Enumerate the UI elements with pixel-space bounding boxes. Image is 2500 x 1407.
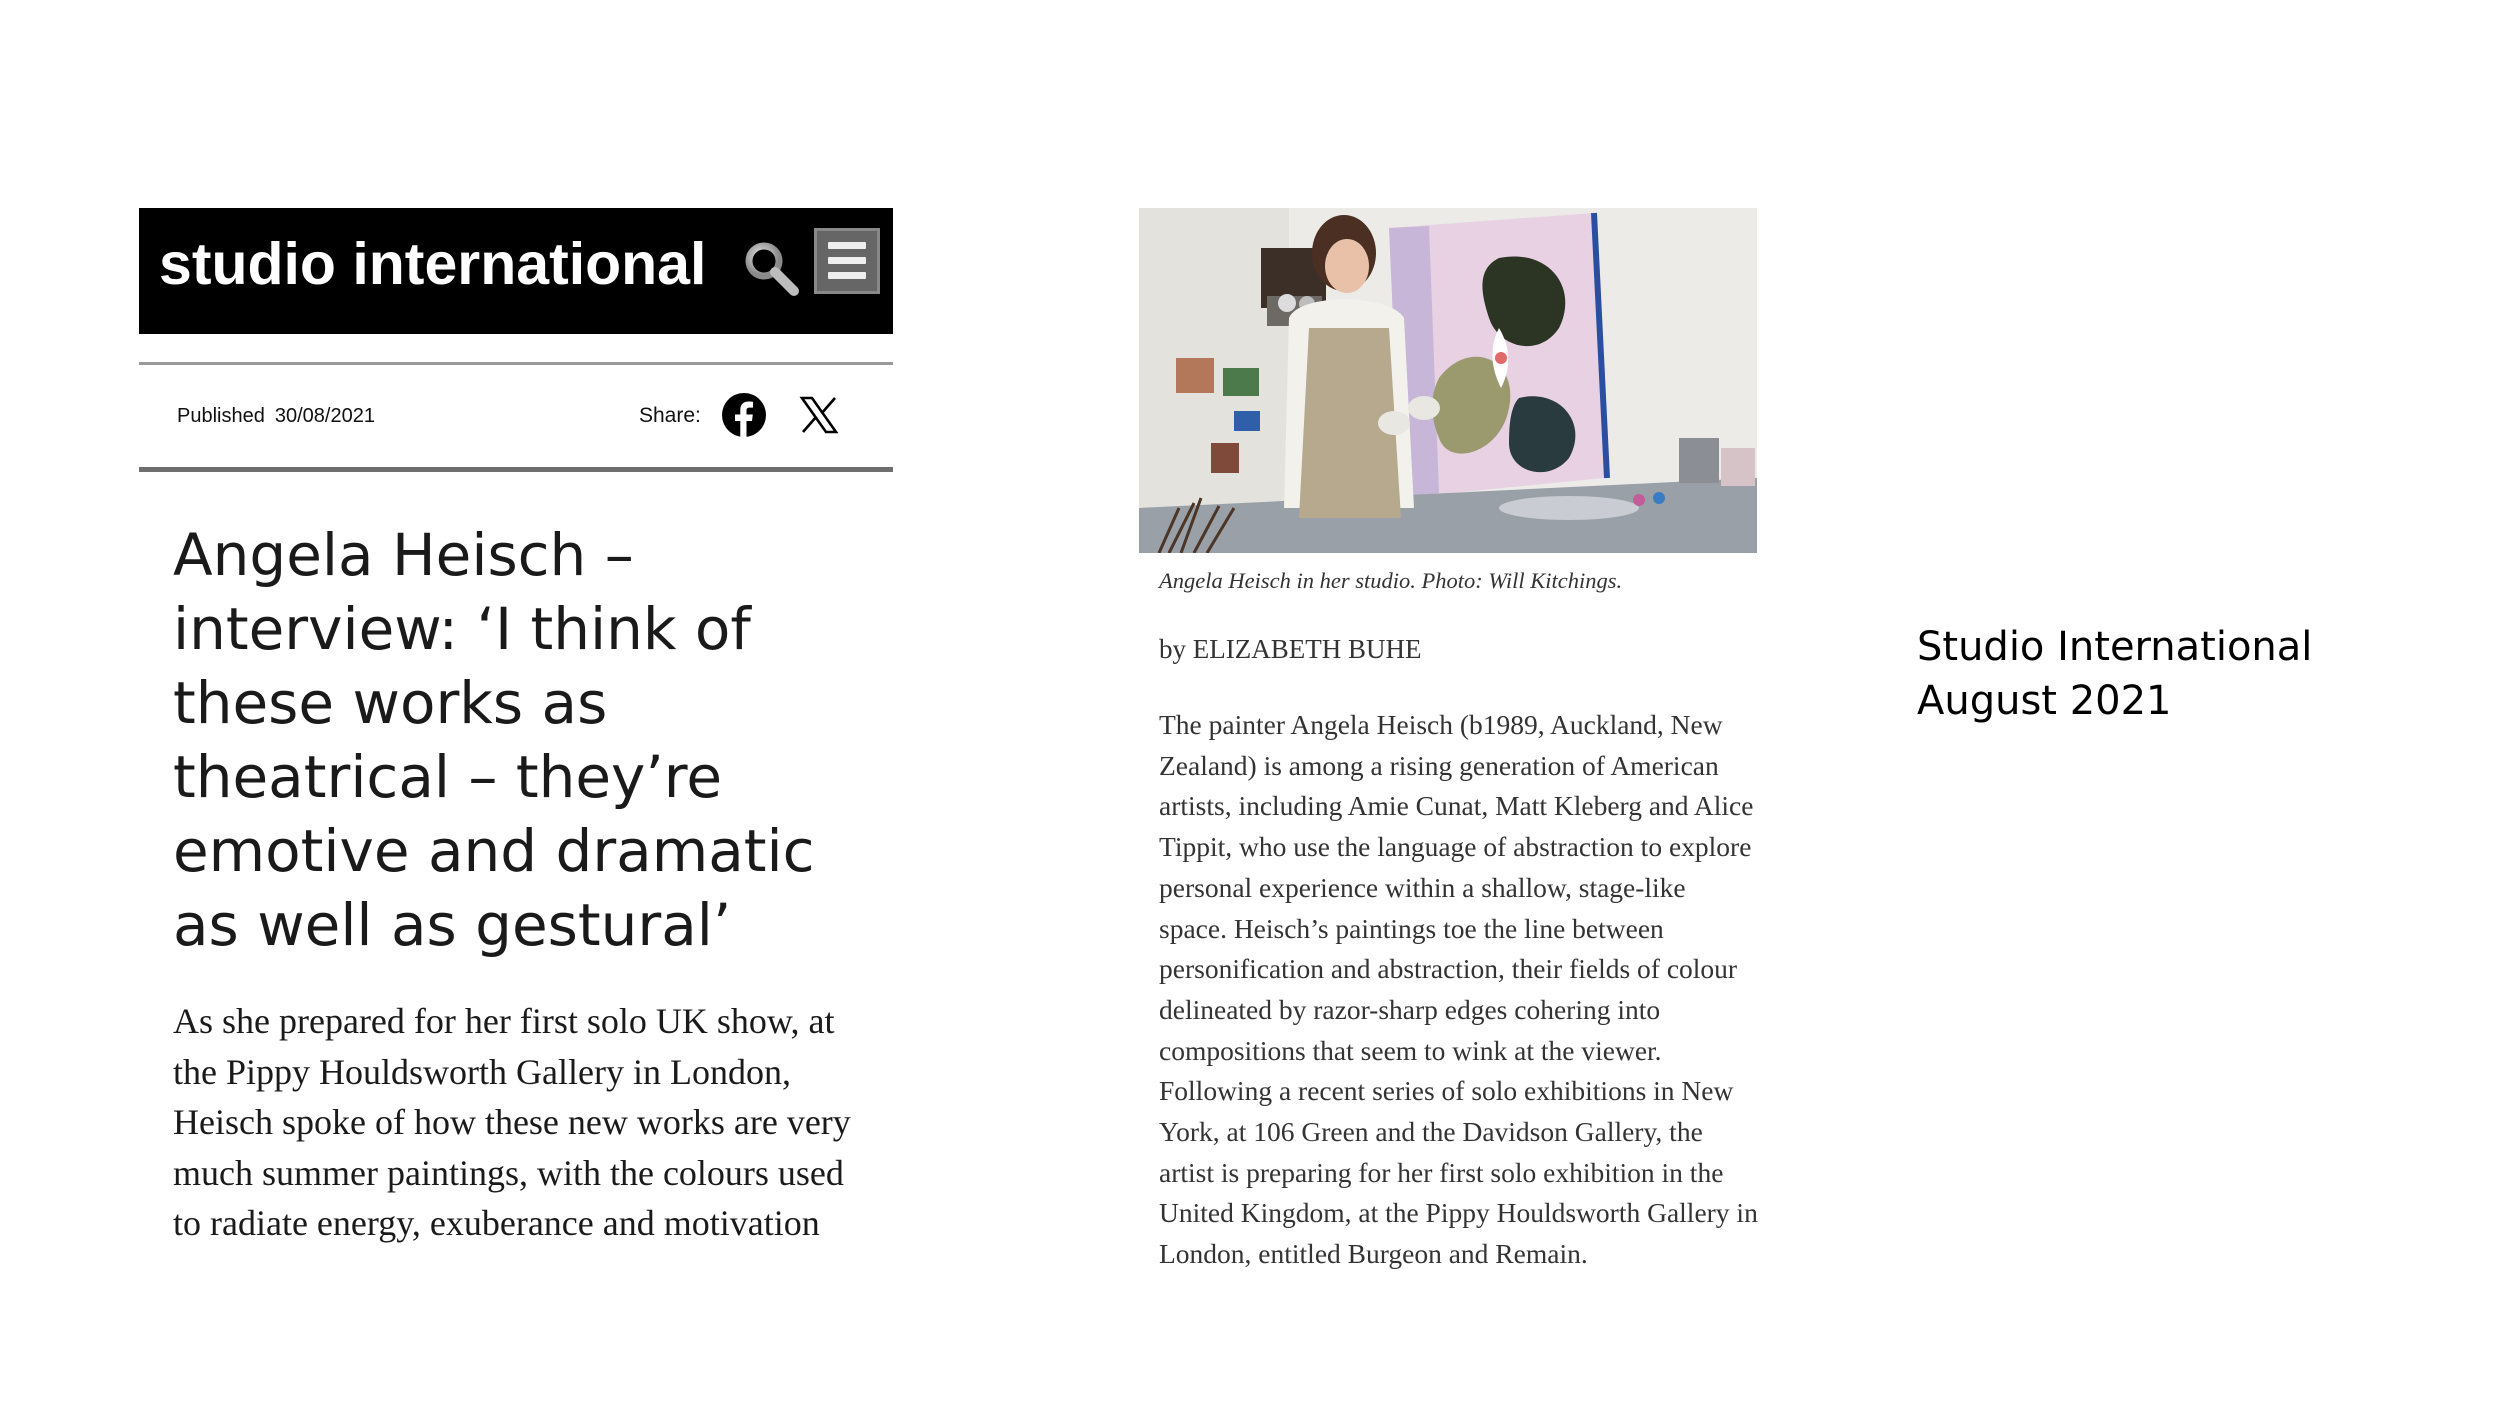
article-meta-bar [139,362,893,472]
artist-studio-photo [1139,208,1757,553]
article-standfirst: As she prepared for her first solo UK show, at the Pippy Houldsworth Gallery in London, Heisch spoke of how these new works are very much summer paintings, with the colours used to radiate energy, exuberance and motivation [173,1001,851,1243]
article-byline: by ELIZABETH BUHE [1159,634,1422,664]
site-header [139,208,893,334]
published-label: Published [177,405,265,427]
search-icon[interactable] [739,236,803,300]
article-body: The painter Angela Heisch (b1989, Auckland, New Zealand) is among a rising generation of American artists, including Amie Cunat, Matt Kleberg and Alice Tippit, who use the language of abstraction to explore personal experience within a shallow, stage-like space. Heisch’s paintings toe the line between personification and abstraction, their fields of colour delineated by razor-sharp edges cohering into compositions that seem to wink at the viewer. Following a recent series of solo exhibitions in New York, at 106 Green and the Davidson Gallery, the artist is preparing for her first solo exhibition in the United Kingdom, at the Pippy Houldsworth Gallery in London, entitled Burgeon and Remain. [1159,709,1758,1270]
photo-caption: Angela Heisch in her studio. Photo: Will Kitchings. [1159,568,1623,593]
article-headline: Angela Heisch – interview: ‘I think of these works as theatrical – they’re emotive and dramatic as well as gestural’ [173,521,815,959]
source-label [1917,620,2312,728]
source-publication: Studio International [1917,624,2313,670]
published-info [177,405,375,428]
x-icon[interactable] [799,395,839,435]
source-date: August 2021 [1917,678,2172,724]
share-label: Share: [639,404,701,427]
site-logo[interactable]: studio international [159,231,707,297]
published-date: 30/08/2021 [274,405,375,427]
hamburger-menu-icon[interactable] [814,228,880,294]
facebook-icon[interactable] [721,392,767,438]
